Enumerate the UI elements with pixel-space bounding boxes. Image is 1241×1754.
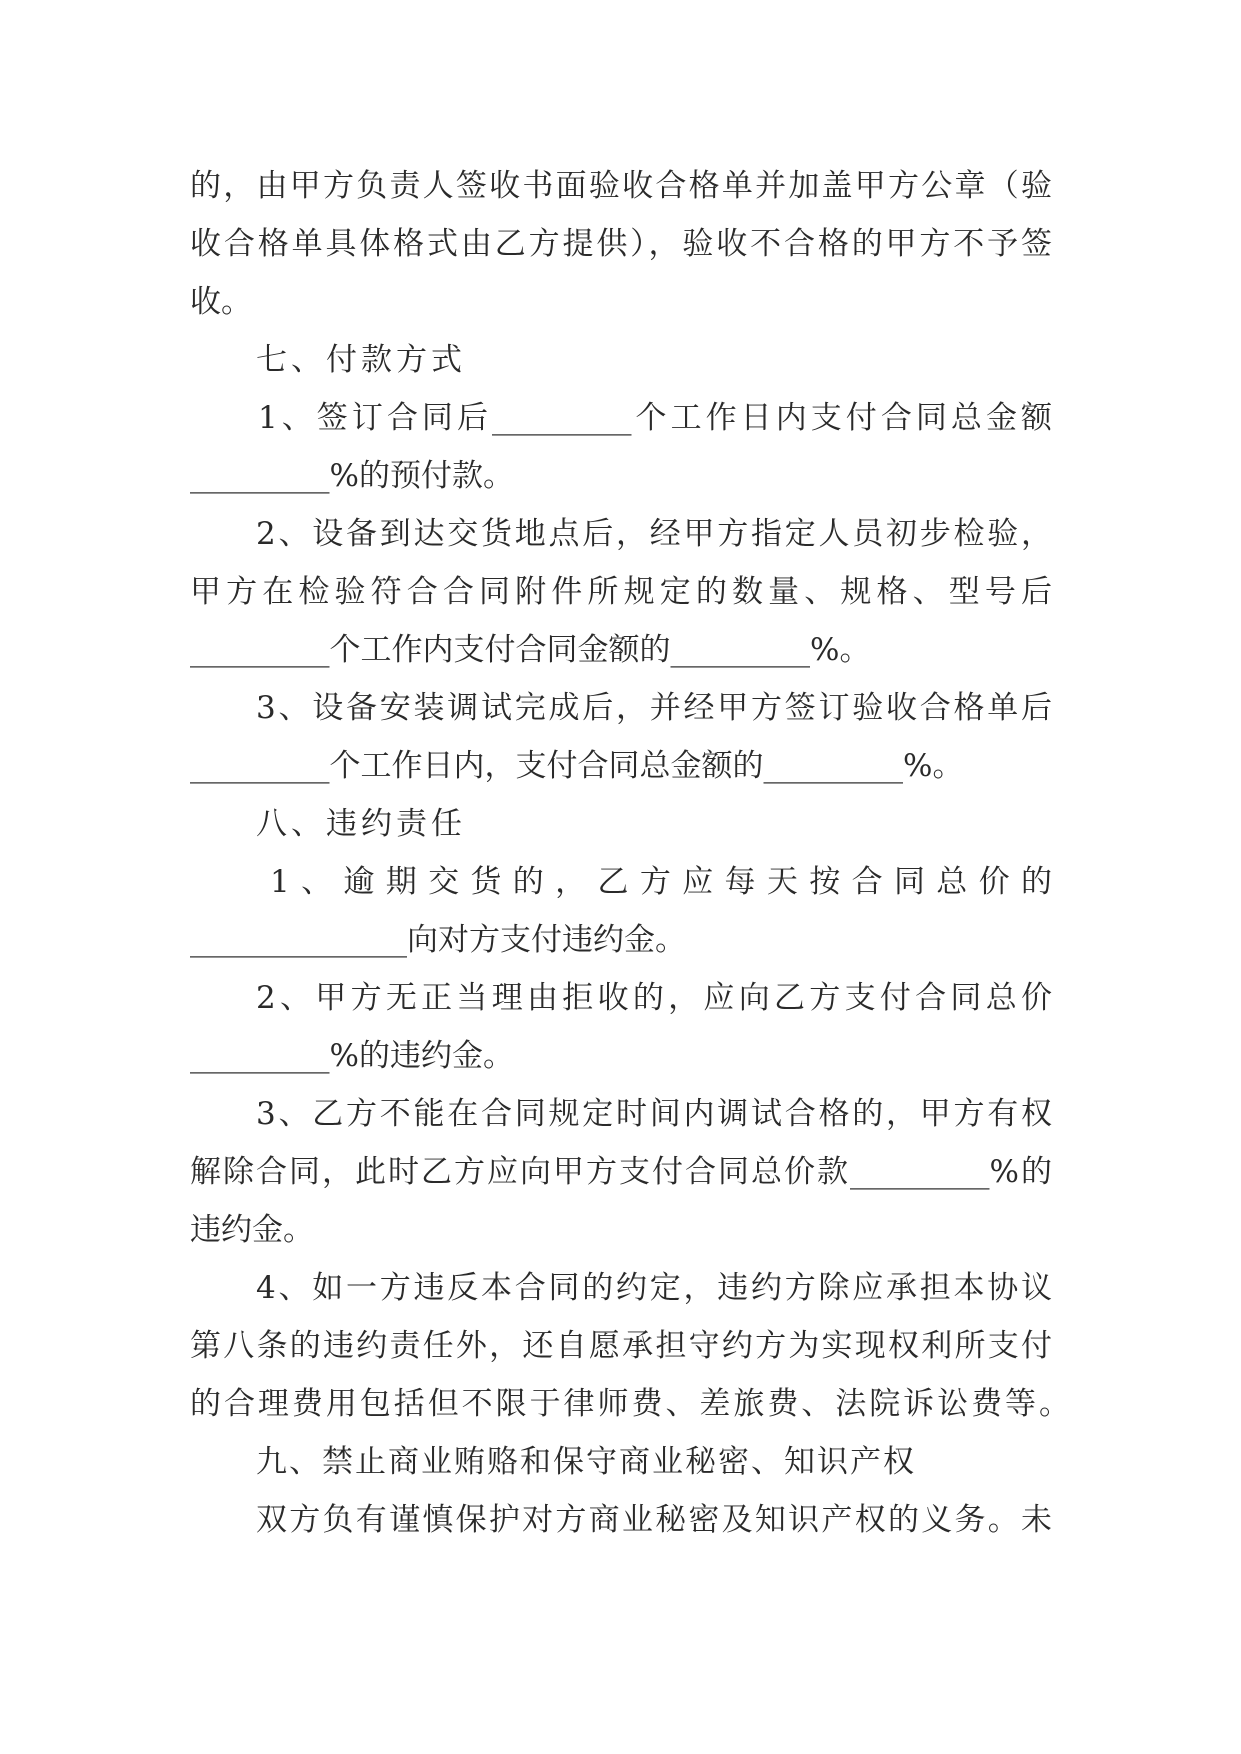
body-text-line: 第八条的违约责任外，还自愿承担守约方为实现权利所支付 <box>190 1328 1052 1364</box>
body-text-line: _________%的预付款。 <box>190 458 514 494</box>
body-text-line: 3、设备安装调试完成后，并经甲方签订验收合格单后 <box>256 690 1052 726</box>
body-text-line: 1、签订合同后_________个工作日内支付合同总金额 <box>258 400 1052 436</box>
body-text-line: 双方负有谨慎保护对方商业秘密及知识产权的义务。未 <box>256 1502 1052 1538</box>
body-text-line: 2、设备到达交货地点后，经甲方指定人员初步检验， <box>256 516 1052 552</box>
body-text-line: 收。 <box>190 284 252 320</box>
section-heading-liability: 八、违约责任 <box>256 806 466 842</box>
body-text-line: 解除合同，此时乙方应向甲方支付合同总价款_________%的 <box>190 1154 1052 1190</box>
section-heading-payment: 七、付款方式 <box>256 342 466 378</box>
body-text-line: 3、乙方不能在合同规定时间内调试合格的，甲方有权 <box>256 1096 1052 1132</box>
body-text-line: ______________向对方支付违约金。 <box>190 922 686 958</box>
body-text-line: 4、如一方违反本合同的约定，违约方除应承担本协议 <box>256 1270 1052 1306</box>
body-text-line: 2、甲方无正当理由拒收的，应向乙方支付合同总价 <box>256 980 1052 1016</box>
body-text-line: 违约金。 <box>190 1212 314 1248</box>
body-text-line: 甲方在检验符合合同附件所规定的数量、规格、型号后 <box>190 574 1052 610</box>
body-text-line: 收合格单具体格式由乙方提供），验收不合格的甲方不予签 <box>190 226 1052 262</box>
body-text-line: _________个工作内支付合同金额的_________%。 <box>190 632 871 668</box>
body-text-line: _________%的违约金。 <box>190 1038 514 1074</box>
body-text-line: _________个工作日内，支付合同总金额的_________%。 <box>190 748 964 784</box>
body-text-line: 的合理费用包括但不限于律师费、差旅费、法院诉讼费等。 <box>190 1386 1070 1422</box>
body-text-line: 的，由甲方负责人签收书面验收合格单并加盖甲方公章（验 <box>190 168 1052 204</box>
body-text-line: 1、逾期交货的，乙方应每天按合同总价的 <box>270 864 1052 900</box>
section-heading-confidentiality: 九、禁止商业贿赂和保守商业秘密、知识产权 <box>256 1444 916 1480</box>
